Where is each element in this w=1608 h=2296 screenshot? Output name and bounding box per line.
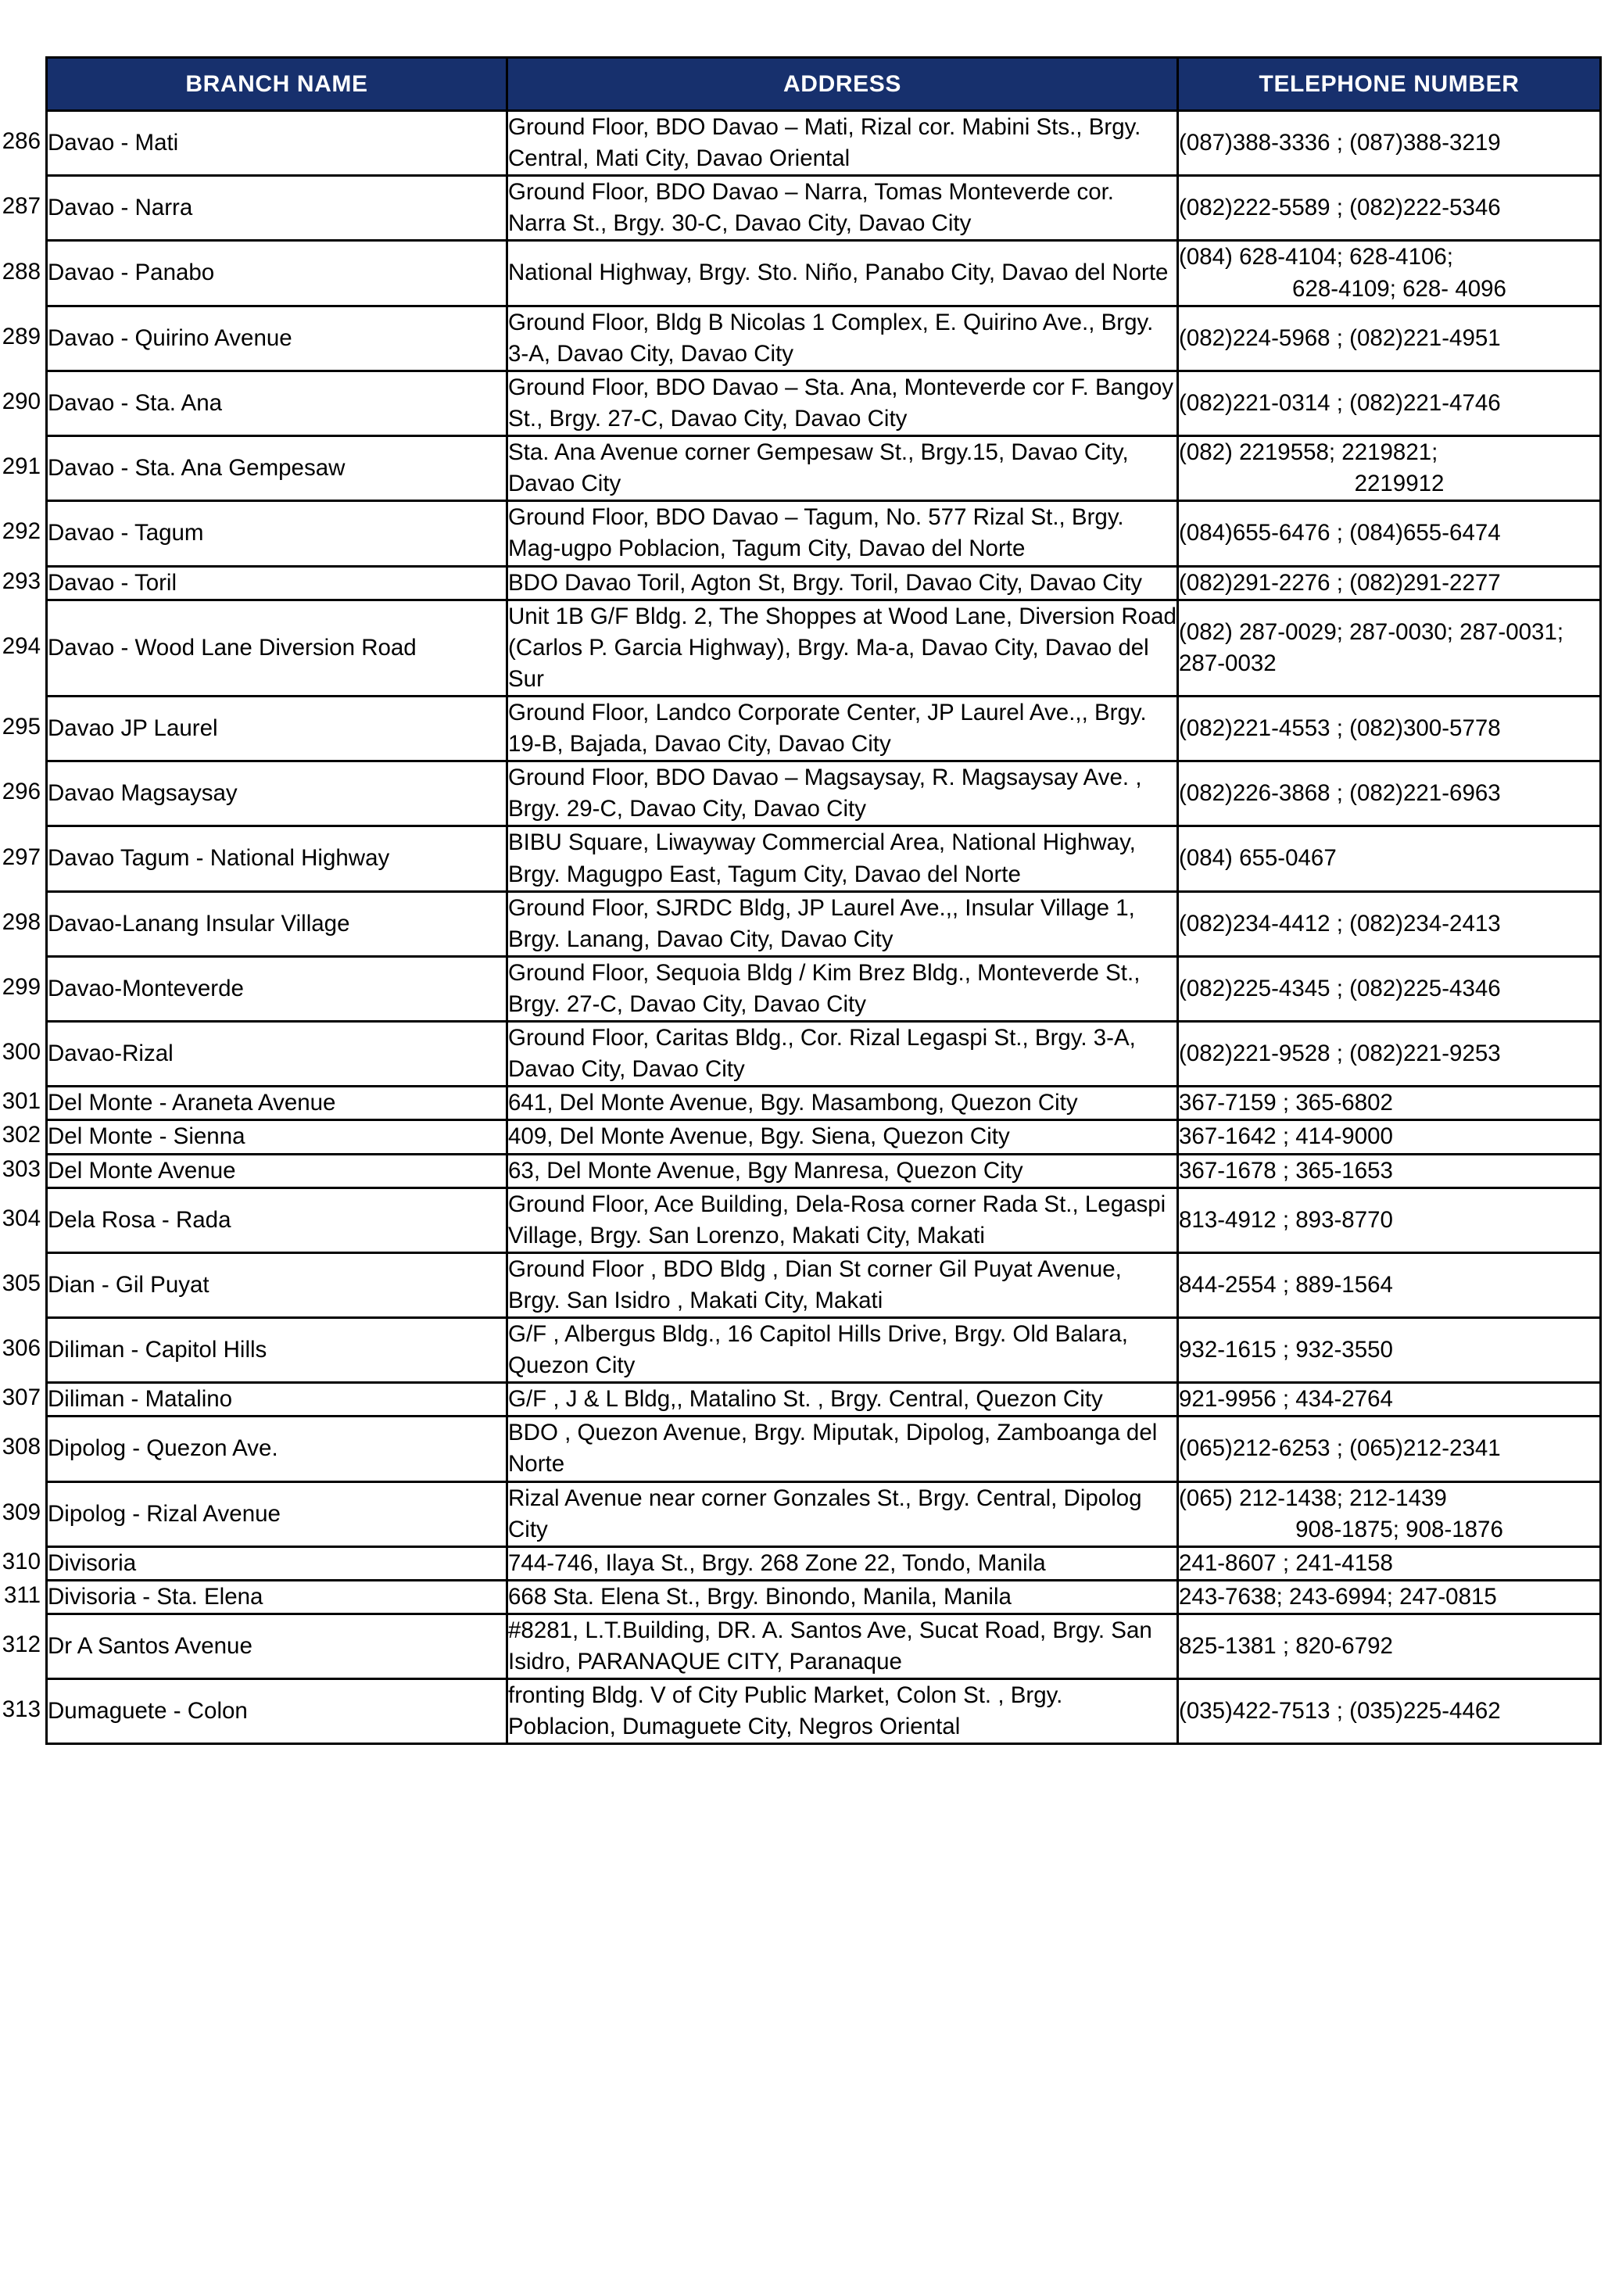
table-row — [47, 1022, 1601, 1087]
row-number-value: 310 — [2, 1549, 41, 1574]
table-row — [47, 600, 1601, 696]
telephone-line-1: 921-9956 ; 434-2764 — [1179, 1386, 1393, 1413]
telephone-line-1: 367-7159 ; 365-6802 — [1179, 1090, 1393, 1116]
telephone-line-1: (082)221-4553 ; (082)300-5778 — [1179, 715, 1501, 742]
row-number — [0, 1041, 44, 1064]
branch-name-cell: Davao-Monteverde — [47, 956, 507, 1021]
address-cell: Ground Floor, Ace Building, Dela-Rosa corner Rada St., Legaspi Village, Brgy. San Lorenzo, Makati City, Makati — [507, 1187, 1178, 1252]
column-header-address: ADDRESS — [507, 58, 1178, 111]
telephone-line-1: (084)655-6476 ; (084)655-6474 — [1179, 520, 1501, 546]
row-number — [0, 1584, 44, 1607]
table-row — [47, 1679, 1601, 1744]
address-cell: 744-746, Ilaya St., Brgy. 268 Zone 22, Tondo, Manila — [507, 1546, 1178, 1580]
telephone-number-cell — [1178, 1383, 1601, 1417]
telephone-number-cell — [1178, 696, 1601, 761]
row-number-value: 298 — [2, 910, 41, 934]
address-cell: Ground Floor, BDO Davao – Mati, Rizal cor. Mabini Sts., Brgy. Central, Mati City, Davao Oriental — [507, 111, 1178, 176]
row-number — [0, 1435, 44, 1459]
address-cell: Sta. Ana Avenue corner Gempesaw St., Brgy.15, Davao City, Davao City — [507, 436, 1178, 501]
telephone-number-cell — [1178, 1187, 1601, 1252]
telephone-line-1: (082) 287-0029; 287-0030; 287-0031; 287-0032 — [1179, 618, 1564, 676]
row-number — [0, 1123, 44, 1147]
row-number-value: 291 — [2, 455, 41, 478]
telephone-number-cell — [1178, 956, 1601, 1021]
table-row — [47, 241, 1601, 306]
branch-name-cell: Davao - Quirino Avenue — [47, 306, 507, 371]
telephone-line-1: 813-4912 ; 893-8770 — [1179, 1206, 1393, 1233]
table-row — [47, 1383, 1601, 1417]
row-number-value: 305 — [2, 1271, 41, 1295]
address-cell: BDO Davao Toril, Agton St, Brgy. Toril, Davao City, Davao City — [507, 566, 1178, 600]
branch-name-cell: Davao - Mati — [47, 111, 507, 176]
row-number — [0, 1501, 44, 1524]
telephone-line-1: (035)422-7513 ; (035)225-4462 — [1179, 1698, 1501, 1725]
row-number-value: 301 — [2, 1090, 41, 1113]
telephone-number-cell — [1178, 826, 1601, 891]
row-number — [0, 1386, 44, 1409]
row-number — [0, 1698, 44, 1721]
row-number-value: 288 — [2, 260, 41, 284]
table-row — [47, 1087, 1601, 1120]
table-row — [47, 1187, 1601, 1252]
address-cell: Ground Floor, SJRDC Bldg, JP Laurel Ave.,, Insular Village 1, Brgy. Lanang, Davao City, Davao City — [507, 891, 1178, 956]
address-cell: Unit 1B G/F Bldg. 2, The Shoppes at Wood Lane, Diversion Road (Carlos P. Garcia Highway), Brgy. Ma-a, Davao City, Davao del Sur — [507, 600, 1178, 696]
telephone-number-cell — [1178, 1154, 1601, 1187]
telephone-number-cell — [1178, 1614, 1601, 1679]
table-row — [47, 1580, 1601, 1614]
table-row — [47, 826, 1601, 891]
table-row — [47, 696, 1601, 761]
row-number-value: 303 — [2, 1157, 41, 1181]
branch-name-cell: Dipolog - Rizal Avenue — [47, 1481, 507, 1546]
address-cell: 409, Del Monte Avenue, Bgy. Siena, Quezon City — [507, 1120, 1178, 1154]
telephone-line-1: (082)222-5589 ; (082)222-5346 — [1179, 195, 1501, 221]
table-row — [47, 436, 1601, 501]
address-cell: Ground Floor, BDO Davao – Sta. Ana, Monteverde cor F. Bangoy St., Brgy. 27-C, Davao City, Davao City — [507, 371, 1178, 435]
telephone-number-cell — [1178, 891, 1601, 956]
address-cell: Ground Floor, Landco Corporate Center, JP Laurel Ave.,, Brgy. 19-B, Bajada, Davao City, Davao City — [507, 696, 1178, 761]
row-number — [0, 715, 44, 739]
telephone-line-1: (084) 655-0467 — [1179, 845, 1337, 872]
row-number-value: 294 — [2, 634, 41, 658]
telephone-number-cell — [1178, 566, 1601, 600]
telephone-number-cell — [1178, 1417, 1601, 1481]
address-cell: Ground Floor, Bldg B Nicolas 1 Complex, E. Quirino Ave., Brgy. 3-A, Davao City, Davao City — [507, 306, 1178, 371]
branch-name-cell: Del Monte Avenue — [47, 1154, 507, 1187]
telephone-line-1: 241-8607 ; 241-4158 — [1179, 1549, 1393, 1576]
table-row — [47, 1481, 1601, 1546]
row-number-value: 308 — [2, 1435, 41, 1459]
row-number — [0, 570, 44, 593]
telephone-number-cell — [1178, 1580, 1601, 1614]
row-number-value: 289 — [2, 324, 41, 349]
branch-name-cell: Davao Tagum - National Highway — [47, 826, 507, 891]
branch-name-cell: Davao-Rizal — [47, 1022, 507, 1087]
telephone-number-cell — [1178, 1120, 1601, 1154]
branch-name-cell: Del Monte - Sienna — [47, 1120, 507, 1154]
branch-name-cell: Davao-Lanang Insular Village — [47, 891, 507, 956]
branch-name-cell: Dipolog - Quezon Ave. — [47, 1417, 507, 1481]
telephone-line-1: 367-1678 ; 365-1653 — [1179, 1157, 1393, 1184]
telephone-number-cell — [1178, 501, 1601, 566]
telephone-line-1: (065) 212-1438; 212-1439 — [1179, 1485, 1447, 1511]
telephone-number-cell — [1178, 1546, 1601, 1580]
table-row — [47, 566, 1601, 600]
telephone-line-1: 243-7638; 243-6994; 247-0815 — [1179, 1583, 1497, 1610]
branch-table-sheet — [0, 56, 1608, 1745]
address-cell: BDO , Quezon Avenue, Brgy. Miputak, Dipolog, Zamboanga del Norte — [507, 1417, 1178, 1481]
row-number-value: 313 — [2, 1698, 41, 1721]
branch-name-cell: Diliman - Matalino — [47, 1383, 507, 1417]
table-row — [47, 111, 1601, 176]
address-cell: National Highway, Brgy. Sto. Niño, Panabo City, Davao del Norte — [507, 241, 1178, 306]
telephone-line-1: (087)388-3336 ; (087)388-3219 — [1179, 130, 1501, 156]
telephone-line-1: (082) 2219558; 2219821; — [1179, 439, 1438, 466]
telephone-line-1: 367-1642 ; 414-9000 — [1179, 1123, 1393, 1150]
row-number-value: 309 — [2, 1500, 41, 1524]
branch-name-cell: Divisoria - Sta. Elena — [47, 1580, 507, 1614]
row-number — [0, 976, 44, 999]
row-number — [0, 1207, 44, 1230]
branch-name-cell: Dr A Santos Avenue — [47, 1614, 507, 1679]
telephone-line-1: (082)221-9528 ; (082)221-9253 — [1179, 1041, 1501, 1067]
branch-name-cell: Dumaguete - Colon — [47, 1679, 507, 1744]
telephone-number-cell — [1178, 241, 1601, 306]
row-number — [0, 390, 44, 414]
row-number-value: 286 — [2, 130, 41, 153]
column-header-telephone-number: TELEPHONE NUMBER — [1178, 58, 1601, 111]
address-cell: BIBU Square, Liwayway Commercial Area, National Highway, Brgy. Magugpo East, Tagum City, Davao del Norte — [507, 826, 1178, 891]
branch-name-cell: Dela Rosa - Rada — [47, 1187, 507, 1252]
table-row — [47, 1546, 1601, 1580]
address-cell: 668 Sta. Elena St., Brgy. Binondo, Manila, Manila — [507, 1580, 1178, 1614]
address-cell: 641, Del Monte Avenue, Bgy. Masambong, Quezon City — [507, 1087, 1178, 1120]
row-number — [0, 325, 44, 349]
row-number — [0, 130, 44, 153]
row-number-value: 287 — [2, 195, 41, 218]
telephone-number-cell — [1178, 176, 1601, 241]
telephone-number-cell — [1178, 371, 1601, 435]
telephone-line-2: 2219912 — [1354, 471, 1445, 497]
row-number-value: 296 — [2, 780, 41, 804]
address-cell: Ground Floor, BDO Davao – Tagum, No. 577 Rizal St., Brgy. Mag-ugpo Poblacion, Tagum City, Davao del Norte — [507, 501, 1178, 566]
telephone-number-cell — [1178, 1022, 1601, 1087]
telephone-number-cell — [1178, 1481, 1601, 1546]
row-number — [0, 455, 44, 478]
branch-name-cell: Dian - Gil Puyat — [47, 1252, 507, 1317]
branch-name-cell: Davao - Toril — [47, 566, 507, 600]
address-cell: 63, Del Monte Avenue, Bgy Manresa, Quezon City — [507, 1154, 1178, 1187]
telephone-number-cell — [1178, 761, 1601, 826]
row-number — [0, 1090, 44, 1113]
branch-name-cell: Diliman - Capitol Hills — [47, 1318, 507, 1383]
table-row — [47, 1417, 1601, 1481]
address-cell: Ground Floor , BDO Bldg , Dian St corner Gil Puyat Avenue, Brgy. San Isidro , Makati City, Makati — [507, 1252, 1178, 1317]
row-number-value: 293 — [2, 569, 41, 593]
telephone-line-1: 844-2554 ; 889-1564 — [1179, 1271, 1393, 1298]
header-row — [47, 58, 1601, 111]
table-row — [47, 1614, 1601, 1679]
row-number — [0, 1158, 44, 1181]
row-number — [0, 911, 44, 934]
address-cell: Ground Floor, BDO Davao – Narra, Tomas Monteverde cor. Narra St., Brgy. 30-C, Davao City, Davao City — [507, 176, 1178, 241]
row-number — [0, 780, 44, 804]
telephone-line-1: (084) 628-4104; 628-4106; — [1179, 244, 1453, 270]
branch-name-cell: Davao - Narra — [47, 176, 507, 241]
row-number — [0, 1272, 44, 1295]
branch-name-cell: Davao - Wood Lane Diversion Road — [47, 600, 507, 696]
telephone-number-cell — [1178, 1087, 1601, 1120]
telephone-line-1: (082)221-0314 ; (082)221-4746 — [1179, 389, 1501, 416]
row-number-value: 300 — [2, 1041, 41, 1064]
telephone-number-cell — [1178, 1252, 1601, 1317]
address-cell: G/F , J & L Bldg,, Matalino St. , Brgy. Central, Quezon City — [507, 1383, 1178, 1417]
row-number — [0, 1337, 44, 1360]
table-row — [47, 176, 1601, 241]
row-number-value: 306 — [2, 1337, 41, 1360]
telephone-line-1: (065)212-6253 ; (065)212-2341 — [1179, 1435, 1501, 1462]
branch-name-cell: Davao - Sta. Ana — [47, 371, 507, 435]
telephone-number-cell — [1178, 600, 1601, 696]
telephone-line-1: 825-1381 ; 820-6792 — [1179, 1633, 1393, 1660]
row-number — [0, 846, 44, 869]
table-header — [47, 58, 1601, 111]
telephone-line-1: (082)234-4412 ; (082)234-2413 — [1179, 910, 1501, 937]
branch-name-cell: Davao - Tagum — [47, 501, 507, 566]
table-row — [47, 501, 1601, 566]
row-number-value: 295 — [2, 715, 41, 739]
row-number — [0, 635, 44, 658]
row-number-value: 312 — [2, 1633, 41, 1657]
address-cell: fronting Bldg. V of City Public Market, Colon St. , Brgy. Poblacion, Dumaguete City, Negros Oriental — [507, 1679, 1178, 1744]
telephone-line-1: 932-1615 ; 932-3550 — [1179, 1337, 1393, 1363]
address-cell: Rizal Avenue near corner Gonzales St., Brgy. Central, Dipolog City — [507, 1481, 1178, 1546]
telephone-line-1: (082)226-3868 ; (082)221-6963 — [1179, 780, 1501, 807]
row-number-value: 302 — [2, 1123, 41, 1147]
row-number-value: 292 — [2, 520, 41, 543]
telephone-number-cell — [1178, 306, 1601, 371]
branch-name-cell: Divisoria — [47, 1546, 507, 1580]
branch-name-cell: Davao - Sta. Ana Gempesaw — [47, 436, 507, 501]
row-number-value: 297 — [2, 845, 41, 869]
row-number-value: 290 — [2, 389, 41, 414]
telephone-number-cell — [1178, 111, 1601, 176]
telephone-line-2: 628-4109; 628- 4096 — [1292, 275, 1506, 302]
table-row — [47, 1120, 1601, 1154]
address-cell: Ground Floor, BDO Davao – Magsaysay, R. Magsaysay Ave. , Brgy. 29-C, Davao City, Davao City — [507, 761, 1178, 826]
telephone-number-cell — [1178, 1679, 1601, 1744]
table-row — [47, 306, 1601, 371]
table-row — [47, 1154, 1601, 1187]
telephone-line-1: (082)225-4345 ; (082)225-4346 — [1179, 975, 1501, 1001]
row-number — [0, 1633, 44, 1657]
table-row — [47, 761, 1601, 826]
table-row — [47, 956, 1601, 1021]
branch-directory-table — [45, 56, 1602, 1745]
address-cell: #8281, L.T.Building, DR. A. Santos Ave, Sucat Road, Brgy. San Isidro, PARANAQUE CITY, Paranaque — [507, 1614, 1178, 1679]
branch-name-cell: Del Monte - Araneta Avenue — [47, 1087, 507, 1120]
row-number — [0, 260, 44, 284]
table-body — [47, 111, 1601, 1744]
address-cell: Ground Floor, Caritas Bldg., Cor. Rizal Legaspi St., Brgy. 3-A, Davao City, Davao City — [507, 1022, 1178, 1087]
address-cell: Ground Floor, Sequoia Bldg / Kim Brez Bldg., Monteverde St., Brgy. 27-C, Davao City, Davao City — [507, 956, 1178, 1021]
row-number-value: 299 — [2, 975, 41, 999]
row-number-value: 307 — [2, 1386, 41, 1409]
table-row — [47, 891, 1601, 956]
table-row — [47, 1252, 1601, 1317]
table-row — [47, 1318, 1601, 1383]
telephone-line-1: (082)224-5968 ; (082)221-4951 — [1179, 324, 1501, 351]
telephone-line-2: 908-1875; 908-1876 — [1295, 1516, 1503, 1542]
address-cell: G/F , Albergus Bldg., 16 Capitol Hills Drive, Brgy. Old Balara, Quezon City — [507, 1318, 1178, 1383]
table-row — [47, 371, 1601, 435]
row-number — [0, 195, 44, 218]
branch-name-cell: Davao - Panabo — [47, 241, 507, 306]
telephone-number-cell — [1178, 436, 1601, 501]
branch-name-cell: Davao Magsaysay — [47, 761, 507, 826]
telephone-line-1: (082)291-2276 ; (082)291-2277 — [1179, 569, 1501, 596]
row-number-value: 311 — [3, 1583, 41, 1607]
telephone-number-cell — [1178, 1318, 1601, 1383]
branch-name-cell: Davao JP Laurel — [47, 696, 507, 761]
column-header-branch-name: BRANCH NAME — [47, 58, 507, 111]
row-number — [0, 1550, 44, 1574]
row-number-value: 304 — [2, 1206, 41, 1230]
row-number — [0, 520, 44, 543]
